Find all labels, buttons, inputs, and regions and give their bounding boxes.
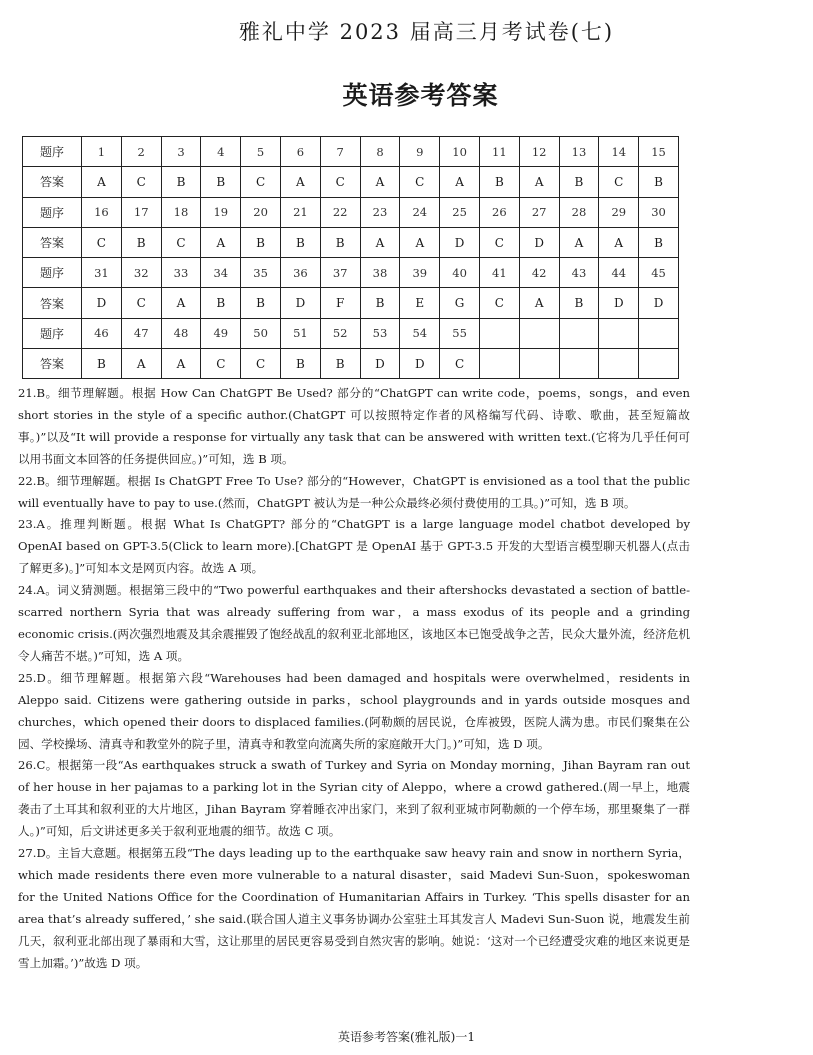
row-label: 题序	[23, 318, 82, 348]
question-number-cell: 42	[519, 258, 559, 288]
question-number-cell: 55	[440, 318, 480, 348]
answer-cell: A	[599, 227, 639, 257]
answer-cell: C	[121, 167, 161, 197]
row-label: 答案	[23, 227, 82, 257]
answer-cell: F	[320, 288, 360, 318]
answer-cell: B	[241, 227, 281, 257]
question-number-row	[23, 258, 679, 288]
answer-cell: A	[400, 227, 440, 257]
question-number-cell: 47	[121, 318, 161, 348]
question-number-cell: 49	[201, 318, 241, 348]
answer-cell: B	[639, 227, 679, 257]
answer-row	[23, 349, 679, 379]
question-number-cell: 51	[280, 318, 320, 348]
question-number-cell: 36	[280, 258, 320, 288]
answer-cell: E	[400, 288, 440, 318]
answer-cell: B	[201, 288, 241, 318]
question-number-cell: 20	[241, 197, 281, 227]
question-number-cell: 26	[479, 197, 519, 227]
answer-cell: B	[201, 167, 241, 197]
question-number-cell: 6	[280, 137, 320, 167]
explanation-item: 27.D。主旨大意题。根据第五段“The days leading up to the earthquake saw heavy rain and snow in northern Syria，which made residents there even more vulnerable to a natural disaster，said Madevi Sun-Suon，spokeswoman for the United Nations Office for the Coordination of Humanitarian Affairs in Turkey. ‘This spells disaster for an area that’s already suffered，’ she said.(联合国人道主义事务协调办公室驻土耳其发言人 Madevi Sun-Suon 说，地震发生前几天，叙利亚北部出现了暴雨和大雪，这让那里的居民更容易受到自然灾害的影响。她说：‘这对一个已经遭受灾难的地区来说更是雪上加霜。’)”故选 D 项。	[18, 846, 690, 970]
answer-cell: A	[161, 288, 201, 318]
answer-cell: B	[161, 167, 201, 197]
question-number-cell: 33	[161, 258, 201, 288]
answer-cell: A	[121, 349, 161, 379]
question-number-cell	[559, 318, 599, 348]
answer-cell: C	[161, 227, 201, 257]
question-number-cell: 13	[559, 137, 599, 167]
document-subtitle: 英语参考答案	[342, 81, 499, 110]
question-number-cell: 24	[400, 197, 440, 227]
question-number-cell: 28	[559, 197, 599, 227]
answer-cell	[519, 349, 559, 379]
question-number-row	[23, 318, 679, 348]
question-number-cell: 43	[559, 258, 599, 288]
answer-cell: B	[320, 349, 360, 379]
answer-cell: D	[519, 227, 559, 257]
row-label: 题序	[23, 137, 82, 167]
question-number-cell: 27	[519, 197, 559, 227]
question-number-cell: 44	[599, 258, 639, 288]
question-number-cell: 37	[320, 258, 360, 288]
question-number-cell	[599, 318, 639, 348]
question-number-cell: 29	[599, 197, 639, 227]
answer-cell: A	[360, 167, 400, 197]
answer-cell: C	[121, 288, 161, 318]
answer-cell: A	[519, 167, 559, 197]
answer-cell: D	[360, 349, 400, 379]
question-number-cell: 15	[639, 137, 679, 167]
answer-cell: A	[280, 167, 320, 197]
question-number-cell: 39	[400, 258, 440, 288]
answer-cell: D	[599, 288, 639, 318]
question-number-cell: 16	[82, 197, 122, 227]
answer-cell: B	[280, 349, 320, 379]
answer-cell: B	[639, 167, 679, 197]
question-number-cell: 3	[161, 137, 201, 167]
answer-cell: B	[241, 288, 281, 318]
question-number-cell	[639, 318, 679, 348]
answer-cell: D	[440, 227, 480, 257]
answer-cell: C	[479, 288, 519, 318]
explanations	[18, 383, 690, 974]
answer-cell	[479, 349, 519, 379]
question-number-cell: 48	[161, 318, 201, 348]
answer-cell: D	[82, 288, 122, 318]
explanation-item: 22.B。细节理解题。根据 Is ChatGPT Free To Use? 部分的“However，ChatGPT is envisioned as a tool that the public will eventually have to pay to use.(然而，ChatGPT 被认为是一种公众最终必须付费使用的工具。)”可知，选 B 项。	[18, 473, 690, 510]
question-number-cell: 52	[320, 318, 360, 348]
answer-cell: C	[440, 349, 480, 379]
answer-cell: B	[280, 227, 320, 257]
question-number-cell: 21	[280, 197, 320, 227]
answer-cell: B	[360, 288, 400, 318]
answer-cell: A	[519, 288, 559, 318]
explanation-item: 26.C。根据第一段“As earthquakes struck a swath of Turkey and Syria on Monday morning，Jihan Bayram ran out of her house in her pajamas to a parking lot in the Syrian city of Aleppo，where a crowd gathered.(周一早上，地震袭击了土耳其和叙利亚的大片地区，Jihan Bayram 穿着睡衣冲出家门，来到了叙利亚城市阿勒颇的一个停车场，那里聚集了一群人。)”可知，后文讲述更多关于叙利亚地震的细节。故选 C 项。	[18, 758, 690, 839]
answer-cell: A	[559, 227, 599, 257]
question-number-row	[23, 137, 679, 167]
answer-cell: B	[559, 288, 599, 318]
answer-cell: A	[82, 167, 122, 197]
question-number-cell: 25	[440, 197, 480, 227]
question-number-cell	[479, 318, 519, 348]
answer-cell: C	[479, 227, 519, 257]
answer-cell: C	[241, 349, 281, 379]
question-number-cell: 7	[320, 137, 360, 167]
answer-row	[23, 227, 679, 257]
answer-cell: B	[559, 167, 599, 197]
question-number-cell: 30	[639, 197, 679, 227]
question-number-cell: 10	[440, 137, 480, 167]
answer-cell	[639, 349, 679, 379]
question-number-cell: 1	[82, 137, 122, 167]
explanation-item: 24.A。词义猜测题。根据第三段中的“Two powerful earthquakes and their aftershocks devastated a section of battle-scarred northern Syria that was already suffering from war，a mass exodus of its people and a grinding economic crisis.(两次强烈地震及其余震摧毁了饱经战乱的叙利亚北部地区，该地区本已饱受战争之苦，民众大量外流，经济危机令人痛苦不堪。)”可知，选 A 项。	[18, 583, 690, 663]
answer-cell: B	[82, 349, 122, 379]
row-label: 答案	[23, 167, 82, 197]
question-number-cell: 40	[440, 258, 480, 288]
answer-cell	[559, 349, 599, 379]
question-number-cell: 54	[400, 318, 440, 348]
row-label: 题序	[23, 258, 82, 288]
answer-cell: C	[320, 167, 360, 197]
question-number-cell: 14	[599, 137, 639, 167]
answer-cell: A	[161, 349, 201, 379]
row-label: 题序	[23, 197, 82, 227]
question-number-cell: 17	[121, 197, 161, 227]
question-number-cell: 5	[241, 137, 281, 167]
answer-cell: C	[82, 227, 122, 257]
question-number-cell: 41	[479, 258, 519, 288]
question-number-cell: 18	[161, 197, 201, 227]
answer-cell: D	[280, 288, 320, 318]
answer-cell: D	[639, 288, 679, 318]
question-number-cell: 34	[201, 258, 241, 288]
answer-cell: B	[320, 227, 360, 257]
question-number-cell: 53	[360, 318, 400, 348]
answer-cell: D	[400, 349, 440, 379]
row-label: 答案	[23, 349, 82, 379]
answer-row	[23, 167, 679, 197]
answer-cell: C	[599, 167, 639, 197]
document-title: 雅礼中学 2023 届高三月考试卷(七)	[238, 20, 615, 44]
explanation-item: 21.B。细节理解题。根据 How Can ChatGPT Be Used? 部分的“ChatGPT can write code，poems，songs，and even short stories in the style of a specific author.(ChatGPT 可以按照特定作者的风格编写代码、诗歌、歌曲，甚至短篇故事。)”以及“It will provide a response for virtually any task that can be answered with written text.(它将为几乎任何可以用书面文本回答的任务提供回应。)”可知，选 B 项。	[18, 386, 690, 466]
question-number-cell: 35	[241, 258, 281, 288]
answer-table	[22, 136, 679, 379]
question-number-cell: 11	[479, 137, 519, 167]
answer-cell: C	[241, 167, 281, 197]
answer-cell: A	[201, 227, 241, 257]
question-number-cell: 19	[201, 197, 241, 227]
question-number-cell: 2	[121, 137, 161, 167]
question-number-cell: 8	[360, 137, 400, 167]
answer-cell: B	[479, 167, 519, 197]
answer-cell: B	[121, 227, 161, 257]
answer-cell: C	[201, 349, 241, 379]
page-footer: 英语参考答案(雅礼版)一1	[338, 1030, 475, 1044]
question-number-cell: 22	[320, 197, 360, 227]
question-number-cell: 32	[121, 258, 161, 288]
answer-cell: A	[360, 227, 400, 257]
question-number-cell: 9	[400, 137, 440, 167]
answer-row	[23, 288, 679, 318]
question-number-row	[23, 197, 679, 227]
question-number-cell: 38	[360, 258, 400, 288]
answer-cell: A	[440, 167, 480, 197]
answer-cell	[599, 349, 639, 379]
explanation-item: 25.D。细节理解题。根据第六段“Warehouses had been damaged and hospitals were overwhelmed，residents in Aleppo said. Citizens were gathering outside in parks，school playgrounds and in yards outside mosques and churches，which opened their doors to displaced families.(阿勒颇的居民说，仓库被毁，医院人满为患。市民们聚集在公园、学校操场、清真寺和教堂外的院子里，清真寺和教堂向流离失所的家庭敞开大门。)”可知，选 D 项。	[18, 670, 690, 751]
explanation-item: 23.A。推理判断题。根据 What Is ChatGPT? 部分的“ChatGPT is a large language model chatbot developed by OpenAI based on GPT-3.5(Click to learn more).[ChatGPT 是 OpenAI 基于 GPT-3.5 开发的大型语言模型聊天机器人(点击了解更多)。]”可知本文是网页内容。故选 A 项。	[18, 517, 690, 576]
question-number-cell: 45	[639, 258, 679, 288]
question-number-cell: 23	[360, 197, 400, 227]
question-number-cell: 4	[201, 137, 241, 167]
question-number-cell: 12	[519, 137, 559, 167]
question-number-cell: 31	[82, 258, 122, 288]
question-number-cell: 50	[241, 318, 281, 348]
question-number-cell	[519, 318, 559, 348]
question-number-cell: 46	[82, 318, 122, 348]
answer-cell: G	[440, 288, 480, 318]
row-label: 答案	[23, 288, 82, 318]
answer-cell: C	[400, 167, 440, 197]
